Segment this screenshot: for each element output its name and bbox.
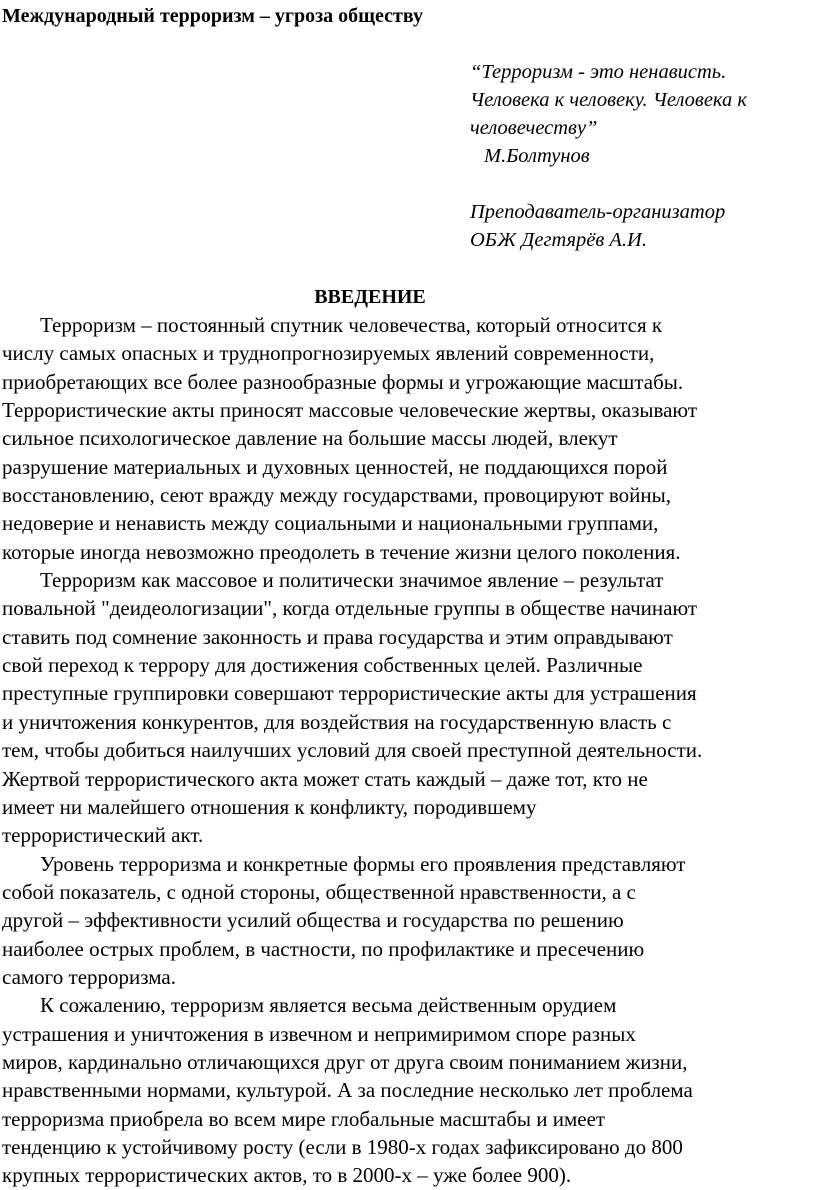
paragraph-3-line: наиболее острых проблем, в частности, по профилактике и пресечению: [2, 936, 645, 961]
paragraph-2-line: тем, чтобы добиться наилучших условий для своей преступной деятельности.: [2, 738, 703, 763]
paragraph-1-line: которые иногда невозможно преодолеть в течение жизни целого поколения.: [2, 539, 681, 564]
epigraph: [470, 58, 812, 254]
author-name: ОБЖ Дегтярёв А.И.: [470, 229, 647, 251]
epigraph-quote-line: человечеству”: [470, 117, 598, 139]
paragraph-1-line: Террористические акты приносят массовые человеческие жертвы, оказывают: [2, 398, 698, 423]
paragraph-2-line: преступные группировки совершают террористические акты для устрашения: [2, 681, 697, 706]
epigraph-quote-line: “Терроризм - это ненависть.: [470, 61, 727, 83]
paragraph-3-line: самого терроризма.: [2, 964, 176, 989]
paragraph-4-line: нравственными нормами, культурой. А за последние несколько лет проблема: [2, 1078, 693, 1103]
paragraph-4-line: терроризма приобрела во всем мире глобальные масштабы и имеет: [2, 1106, 606, 1131]
paragraph-1-line: разрушение материальных и духовных ценностей, не поддающихся порой: [2, 454, 668, 479]
paragraph-1-line: Терроризм – постоянный спутник человечества, который относится к: [40, 313, 663, 337]
paragraph-2-line: ставить под сомнение законность и права государства и этим оправдывают: [2, 624, 673, 649]
paragraph-4-line: К сожалению, терроризм является весьма действенным орудием: [40, 993, 617, 1018]
paragraph-1-line: числу самых опасных и труднопрогнозируемых явлений современности,: [2, 341, 655, 366]
epigraph-quote-line: Человека к человеку. Человека к: [470, 89, 747, 111]
paragraph-3-line: Уровень терроризма и конкретные формы его проявления представляют: [40, 851, 686, 876]
paragraph-1-line: восстановлению, сеют вражду между государствами, провоцируют войны,: [2, 483, 671, 508]
paragraph-2-line: повальной "деидеологизации", когда отдельные группы в обществе начинают: [2, 596, 698, 621]
paragraph-2-line: имеет ни малейшего отношения к конфликту, породившему: [2, 794, 537, 819]
paragraph-1-line: приобретающих все более разнообразные формы и угрожающие масштабы.: [2, 369, 684, 394]
author-position: Преподаватель-организатор: [470, 201, 726, 223]
epigraph-author: М.Болтунов: [484, 145, 590, 167]
body-text: [2, 311, 814, 1190]
epigraph-spacer: [470, 170, 812, 198]
paragraph-4-line: крупных террористических актов, то в 2000-х – уже более 900).: [2, 1163, 572, 1188]
paragraph-4-line: устрашения и уничтожения в извечном и непримиримом споре разных: [2, 1021, 636, 1046]
paragraph-2-line: террористический акт.: [2, 823, 204, 848]
paragraph-2-line: Терроризм как массовое и политически значимое явление – результат: [40, 568, 664, 593]
paragraph-2-line: и уничтожения конкурентов, для воздействия на государственную власть с: [2, 709, 672, 734]
paragraph-4-line: миров, кардинально отличающихся друг от друга своим пониманием жизни,: [2, 1049, 688, 1074]
section-heading: ВВЕДЕНИЕ: [314, 286, 426, 308]
paragraph-1-line: сильное психологическое давление на большие массы людей, влекут: [2, 426, 618, 451]
paragraph-1-line: недоверие и ненависть между социальными и национальными группами,: [2, 511, 659, 536]
paragraph-4-line: тенденцию к устойчивому росту (если в 1980-х годах зафиксировано до 800: [2, 1134, 683, 1159]
document-title: Международный терроризм – угроза обществу: [2, 5, 423, 27]
paragraph-3-line: собой показатель, с одной стороны, общественной нравственности, а с: [2, 879, 636, 904]
paragraph-2-line: свой переход к террору для достижения собственных целей. Различные: [2, 653, 643, 678]
paragraph-2-line: Жертвой террористического акта может стать каждый – даже тот, кто не: [2, 766, 648, 791]
paragraph-3-line: другой – эффективности усилий общества и государства по решению: [2, 908, 624, 933]
